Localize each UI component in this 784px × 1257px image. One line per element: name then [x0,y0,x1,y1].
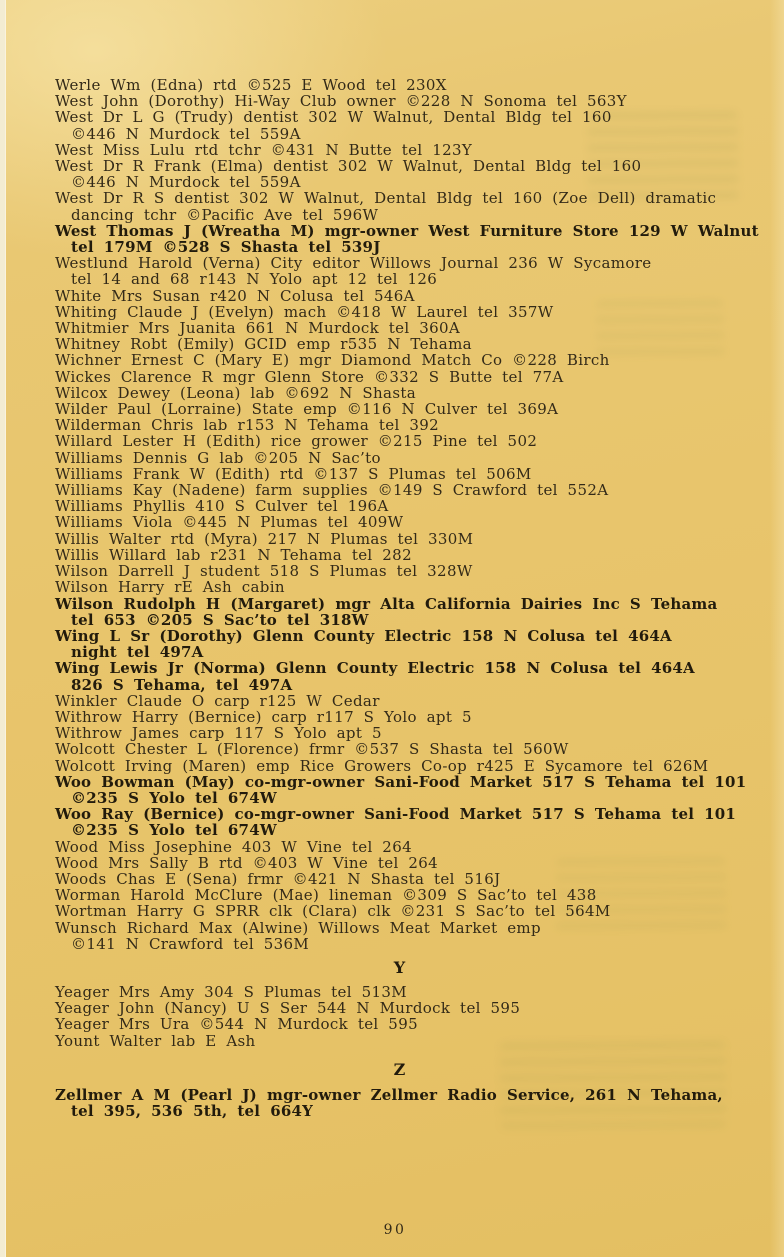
directory-line: Werle Wm (Edna) rtd ©525 E Wood tel 230X [55,76,447,94]
directory-line: Winkler Claude O carp r125 W Cedar [55,691,380,710]
page-left-edge [0,0,6,1257]
directory-line: ©446 N Murdock tel 559A [71,173,301,192]
directory-line: Withrow James carp 117 S Yolo apt 5 [55,724,382,743]
directory-line: Willard Lester H (Edith) rice grower ©215 Pine tel 502 [55,432,538,451]
directory-line: Willis Willard lab r231 N Tehama tel 282 [55,545,412,564]
directory-line: West Thomas J (Wreatha M) mgr-owner West Furniture Store 129 W Walnut [55,221,759,240]
directory-line: Wilson Harry rE Ash cabin [55,578,285,597]
directory-line: night tel 497A [71,643,204,662]
directory-line: Wilson Darrell J student 518 S Plumas tel 328W [55,562,473,581]
directory-line: Williams Kay (Nadene) farm supplies ©149 S Crawford tel 552A [55,481,609,500]
directory-line: Woods Chas E (Sena) frmr ©421 N Shasta tel 516J [55,869,501,888]
section-W [55,76,759,953]
directory-line: Wilcox Dewey (Leona) lab ©692 N Shasta [55,383,417,402]
directory-line: Whitmier Mrs Juanita 661 N Murdock tel 360A [55,319,461,338]
directory-line: Williams Viola ©445 N Plumas tel 409W [55,513,404,532]
directory-line: ©141 N Crawford tel 536M [71,934,310,953]
directory-line: Yeager John (Nancy) U S Ser 544 N Murdock tel 595 [55,999,521,1018]
directory-line: West Dr R Frank (Elma) dentist 302 W Walnut, Dental Bldg tel 160 [55,157,642,176]
directory-line: ©235 S Yolo tel 674W [71,821,277,840]
directory-line: White Mrs Susan r420 N Colusa tel 546A [55,286,415,305]
directory-line: Whitney Robt (Emily) GCID emp r535 N Tehama [55,335,472,354]
directory-line: Yount Walter lab E Ash [55,1031,256,1050]
directory-line: Wood Miss Josephine 403 W Vine tel 264 [55,837,412,856]
directory-line: Zellmer A M (Pearl J) mgr-owner Zellmer Radio Service, 261 N Tehama, [55,1085,723,1104]
directory-line: West Dr L G (Trudy) dentist 302 W Walnut, Dental Bldg tel 160 [55,108,612,127]
section-header-Z: Z [393,1059,407,1079]
directory-line: Worman Harold McClure (Mae) lineman ©309 S Sac’to tel 438 [55,886,597,905]
directory-line: Willis Walter rtd (Myra) 217 N Plumas tel 330M [55,529,474,548]
directory-line: Wolcott Irving (Maren) emp Rice Growers Co-op r425 E Sycamore tel 626M [55,756,709,775]
directory-line: ©446 N Murdock tel 559A [71,124,301,143]
directory-line: Whiting Claude J (Evelyn) mach ©418 W Laurel tel 357W [55,302,554,321]
page-right-edge [770,0,784,1257]
section-Z [55,1060,745,1119]
directory-line: Wilderman Chris lab r153 N Tehama tel 392 [55,416,440,435]
directory-line: Wood Mrs Sally B rtd ©403 W Vine tel 264 [55,853,438,872]
directory-line: Williams Frank W (Edith) rtd ©137 S Plumas tel 506M [55,464,532,483]
directory-line: Wortman Harry G SPRR clk (Clara) clk ©231 S Sac’to tel 564M [55,902,611,921]
directory-line: Yeager Mrs Ura ©544 N Murdock tel 595 [55,1015,418,1034]
directory-line: tel 395, 536 5th, tel 664Y [71,1101,314,1120]
directory-line: Wilson Rudolph H (Margaret) mgr Alta California Dairies Inc S Tehama [55,594,718,613]
directory-line: Woo Ray (Bernice) co-mgr-owner Sani-Food Market 517 S Tehama tel 101 [55,805,737,824]
directory-line: 826 S Tehama, tel 497A [71,675,293,694]
directory-line: tel 653 ©205 S Sac’to tel 318W [71,610,369,629]
directory-line: Withrow Harry (Bernice) carp r117 S Yolo apt 5 [55,707,472,726]
directory-line: Wolcott Chester L (Florence) frmr ©537 S Shasta tel 560W [55,740,569,759]
section-Y [55,958,745,1049]
directory-line: West Dr R S dentist 302 W Walnut, Dental Bldg tel 160 (Zoe Dell) dramatic [55,189,717,208]
directory-line: Yeager Mrs Amy 304 S Plumas tel 513M [55,982,408,1001]
directory-line: Williams Dennis G lab ©205 N Sac’to [55,448,381,467]
directory-line: West Miss Lulu rtd tchr ©431 N Butte tel 123Y [55,140,473,159]
directory-line: tel 14 and 68 r143 N Yolo apt 12 tel 126 [71,270,438,289]
directory-line: ©235 S Yolo tel 674W [71,788,277,807]
directory-line: Wickes Clarence R mgr Glenn Store ©332 S Butte tel 77A [55,367,564,386]
directory-line: Woo Bowman (May) co-mgr-owner Sani-Food Market 517 S Tehama tel 101 [55,772,747,791]
page-number: 90 [383,1222,407,1238]
directory-page-content [55,76,759,1120]
directory-line: Wichner Ernest C (Mary E) mgr Diamond Match Co ©228 Birch [55,351,610,370]
directory-line: Wunsch Richard Max (Alwine) Willows Meat Market emp [55,918,541,937]
directory-line: Williams Phyllis 410 S Culver tel 196A [55,497,389,516]
directory-line: Wing Lewis Jr (Norma) Glenn County Electric 158 N Colusa tel 464A [55,659,695,678]
directory-line: Wing L Sr (Dorothy) Glenn County Electric 158 N Colusa tel 464A [55,626,672,645]
directory-line: dancing tchr ©Pacific Ave tel 596W [71,205,379,224]
directory-line: Westlund Harold (Verna) City editor Willows Journal 236 W Sycamore [55,254,652,273]
section-header-Y: Y [393,957,407,977]
directory-line: West John (Dorothy) Hi-Way Club owner ©228 N Sonoma tel 563Y [55,92,627,111]
directory-line: tel 179M ©528 S Shasta tel 539J [71,238,381,257]
directory-line: Wilder Paul (Lorraine) State emp ©116 N Culver tel 369A [55,400,559,419]
